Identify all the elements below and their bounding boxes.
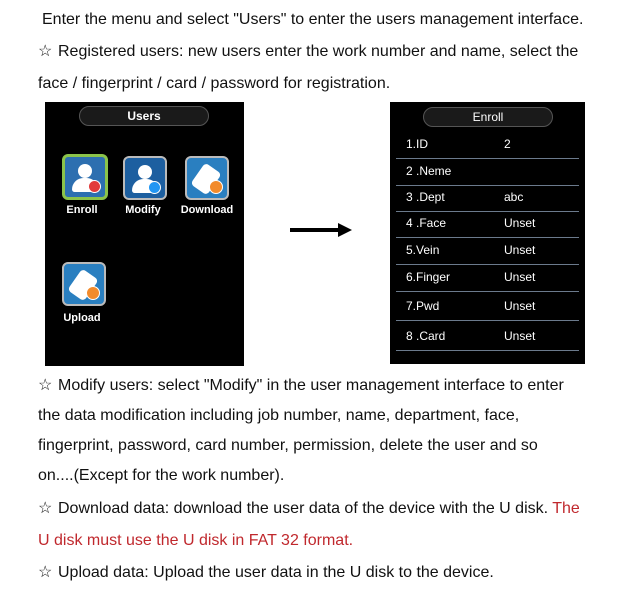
upload-tile[interactable] (62, 262, 106, 306)
modify-users-line2: the data modification including job number, name, department, face, (38, 407, 520, 424)
modify-users-line4: on....(Except for the work number). (38, 467, 285, 484)
enroll-row-card[interactable]: 8 .Card Unset (396, 322, 579, 351)
enroll-screen (390, 102, 585, 364)
enroll-row-face[interactable]: 4 .Face Unset (396, 209, 579, 238)
star-icon: ☆ (38, 43, 53, 60)
enroll-label: Enroll (66, 204, 98, 216)
users-title-bar: Users (79, 106, 209, 126)
enroll-row-name[interactable]: 2 .Neme (396, 157, 579, 186)
fat32-warning-start: The (552, 500, 580, 517)
upload-data-line: ☆ Upload data: Upload the user data in the U disk to the device. (38, 564, 494, 581)
fat32-warning: U disk must use the U disk in FAT 32 format. (38, 532, 354, 549)
modify-users-line3: fingerprint, password, card number, permission, delete the user and so (38, 437, 538, 454)
modify-users-line1: ☆ Modify users: select "Modify" in the user management interface to enter (38, 377, 564, 394)
enroll-row-finger[interactable]: 6.Finger Unset (396, 263, 579, 292)
enroll-row-pwd[interactable]: 7.Pwd Unset (396, 292, 579, 321)
upload-label: Upload (63, 312, 101, 324)
registered-users-line1: ☆ Registered users: new users enter the work number and name, select the (38, 43, 579, 60)
arrow-right-icon (290, 222, 352, 238)
enroll-tile[interactable] (62, 154, 108, 200)
modify-tile[interactable] (123, 156, 167, 200)
star-icon: ☆ (38, 564, 53, 581)
star-icon: ☆ (38, 377, 53, 394)
intro-text: Enter the menu and select "Users" to enter the users management interface. (42, 11, 584, 28)
enroll-row-dept[interactable]: 3 .Dept abc (396, 183, 579, 212)
download-data-line1: ☆ Download data: download the user data of the device with the U disk. The (38, 500, 580, 517)
users-screen (45, 102, 244, 366)
download-tile[interactable] (185, 156, 229, 200)
registered-users-line2: face / fingerprint / card / password for registration. (38, 75, 391, 92)
download-label: Download (180, 204, 234, 216)
star-icon: ☆ (38, 500, 53, 517)
modify-label: Modify (125, 204, 161, 216)
enroll-row-id[interactable]: 1.ID 2 (396, 130, 579, 159)
enroll-title-bar: Enroll (423, 107, 553, 127)
enroll-row-vein[interactable]: 5.Vein Unset (396, 236, 579, 265)
